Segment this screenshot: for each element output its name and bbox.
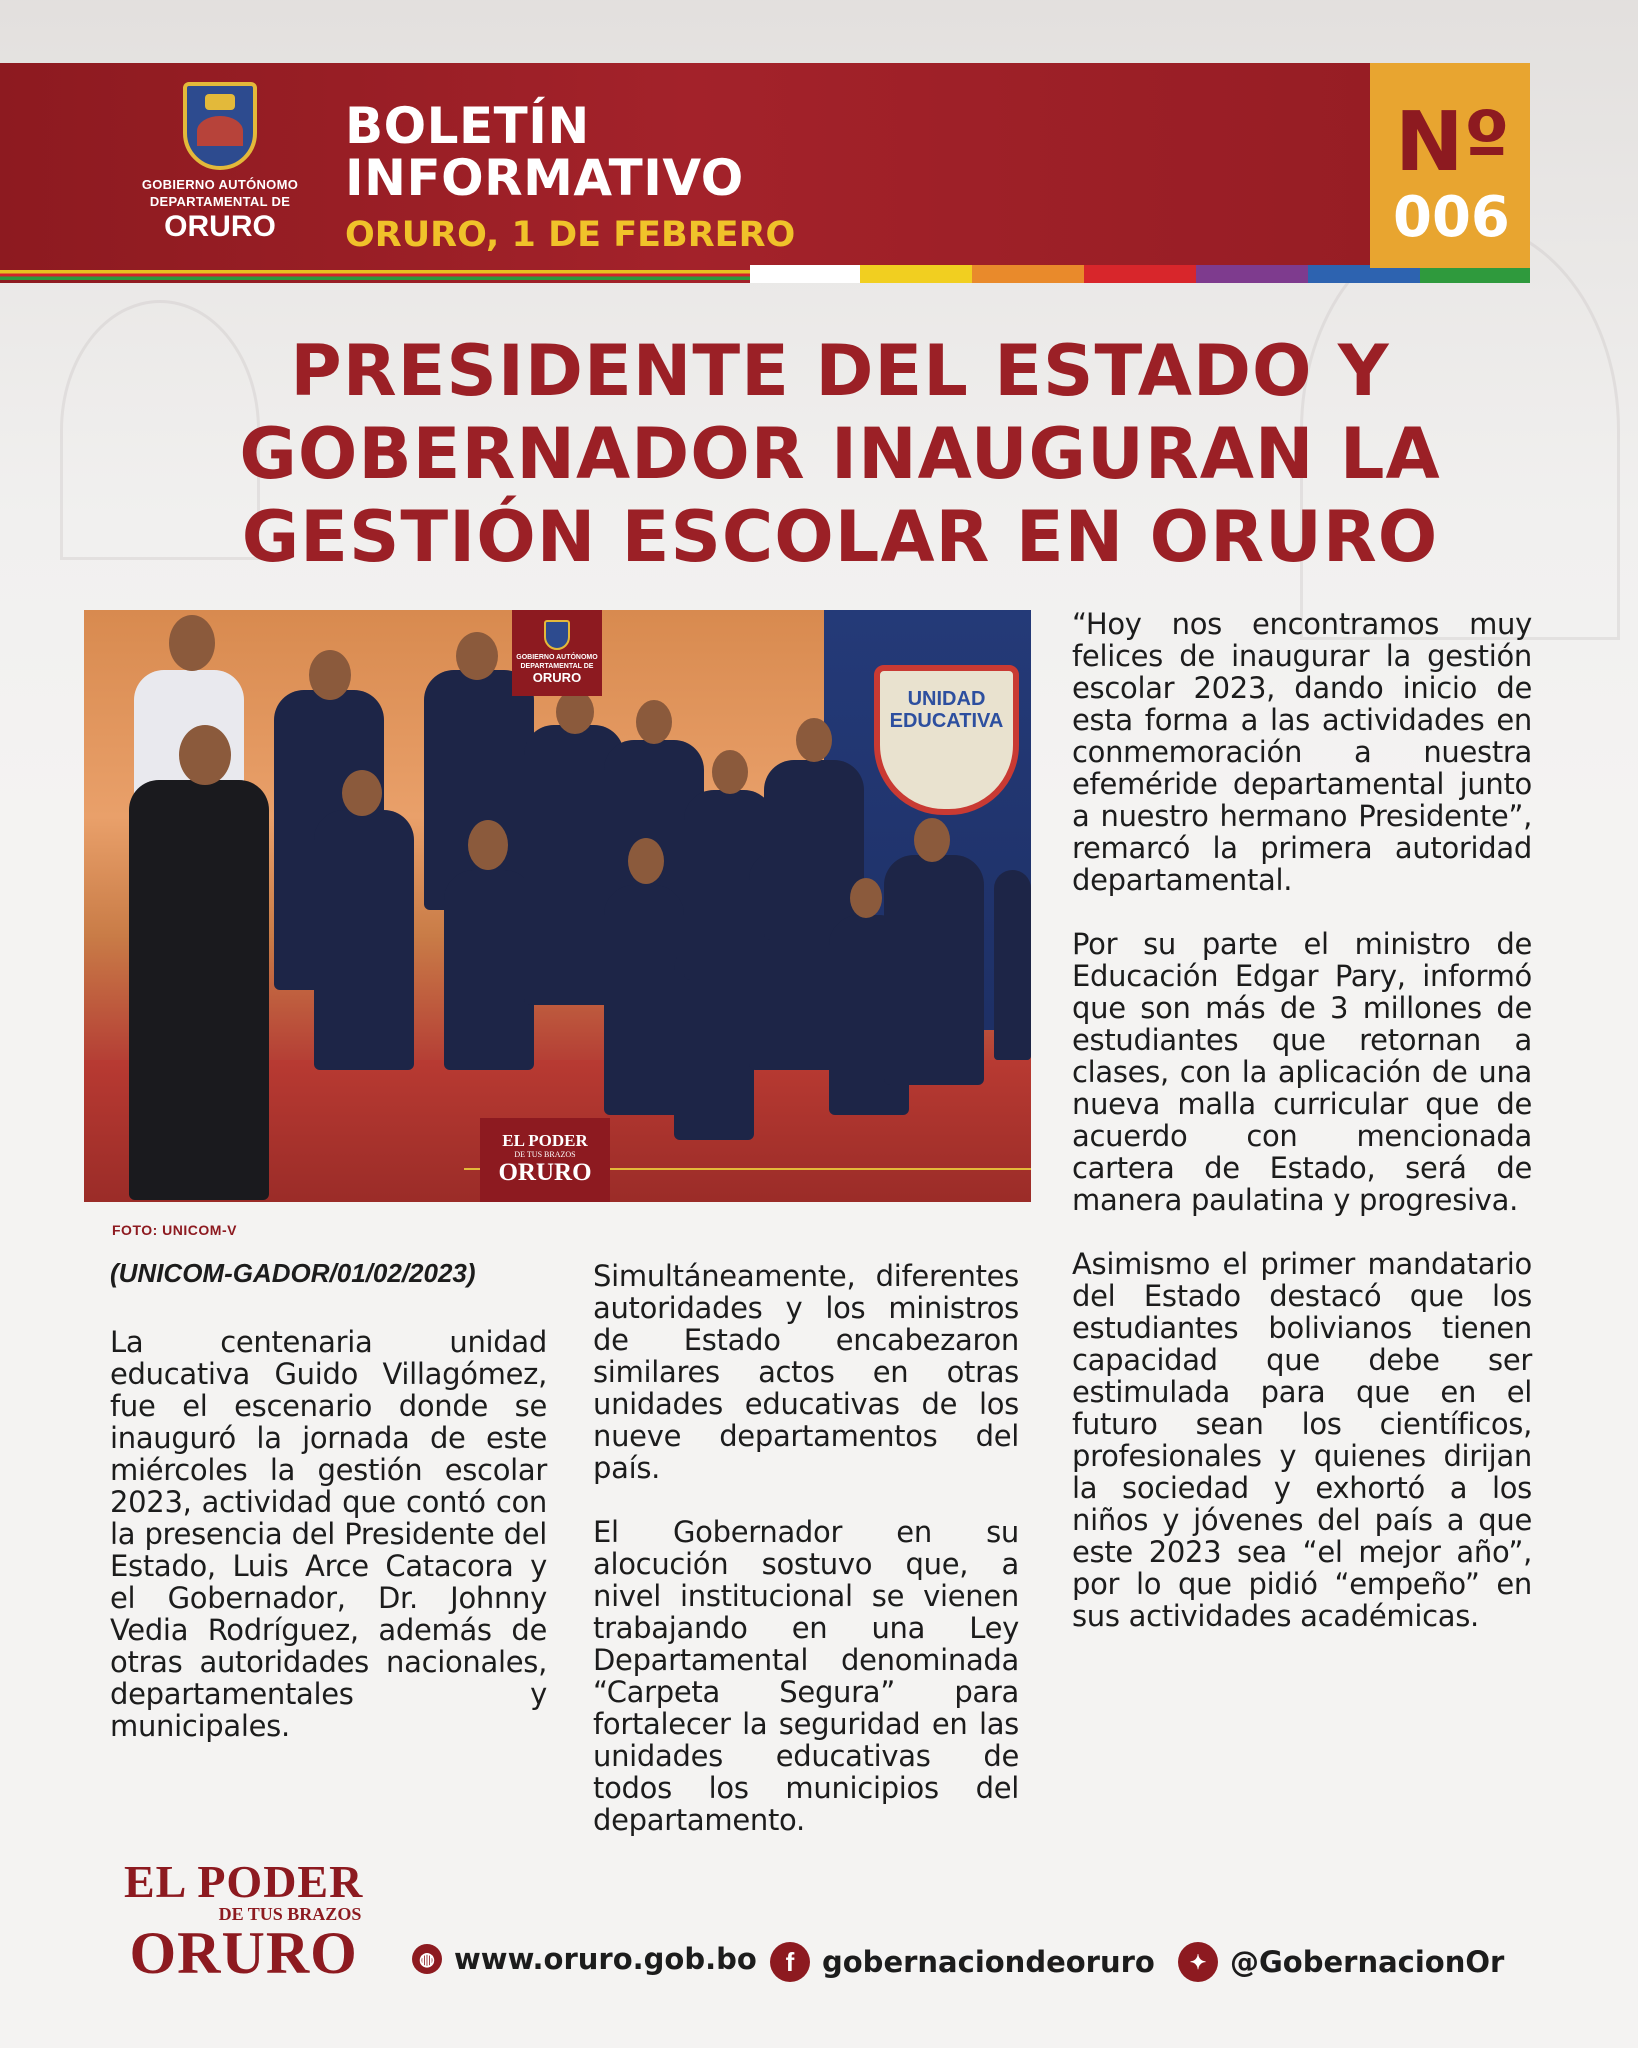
paragraph: El Gobernador en su alocución sostuvo que, a nivel institucional se vienen trabajando en una Ley Departamental denominada “Carpeta Segura” para fortalecer la seguridad en las unidades educativas de todos los municipios del departamento. — [593, 1515, 1019, 1837]
person — [314, 810, 414, 1070]
wiphala-bar — [972, 265, 1084, 283]
facebook-icon: f — [770, 1942, 810, 1982]
news-photo — [84, 610, 1031, 1202]
watermark-text: ORURO — [532, 670, 582, 685]
person-head — [342, 770, 382, 816]
slogan-text: DE TUS BRAZOS — [218, 1904, 362, 1924]
gobierno-watermark — [512, 610, 602, 696]
person — [764, 760, 864, 940]
headline-line: PRESIDENTE DEL ESTADO Y — [290, 330, 1390, 412]
headline-line: GESTIÓN ESCOLAR EN ORURO — [241, 496, 1439, 578]
paragraph: Simultáneamente, diferentes autoridades y los ministros de Estado encabezaron similares actos en otras unidades educativas de los nueve departamentos del país. — [593, 1259, 1019, 1485]
twitter-icon: ✦ — [1178, 1942, 1218, 1982]
website-link[interactable] — [412, 1942, 757, 1976]
coat-of-arms-icon — [544, 620, 570, 650]
person-head — [712, 750, 748, 794]
dateline: (UNICOM-GADOR/01/02/2023) — [110, 1258, 476, 1288]
twitter-link[interactable] — [1178, 1942, 1504, 1982]
logo-text: ORURO — [164, 210, 276, 243]
bulletin-title: INFORMATIVO — [345, 149, 744, 207]
person — [444, 870, 534, 1070]
watermark-text: GOBIERNO AUTÓNOMO — [516, 654, 598, 661]
logo-text: DEPARTAMENTAL DE — [149, 194, 291, 209]
coat-of-arms-icon — [183, 82, 257, 170]
issue-number: 006 — [1393, 185, 1510, 250]
paragraph: Asimismo el primer mandatario del Estado destacó que los estudiantes bolivianos tienen capacidad que debe ser estimulada para que en el futuro sean los científicos, profesionales y quienes dirijan la sociedad y exhortó a los niños y jóvenes del país a que este 2023 sea “el mejor año”, por lo que pidió “empeño” en sus actividades académicas. — [1072, 1247, 1532, 1633]
paragraph: “Hoy nos encontramos muy felices de inaugurar la gestión escolar 2023, dando inicio de esta forma a las actividades en conmemoración a nuestra efeméride departamental junto a nuestro hermano Presidente”, remarcó la primera autoridad departamental. — [1072, 607, 1532, 897]
person — [604, 885, 684, 1115]
person-head — [309, 650, 351, 700]
slogan-watermark — [480, 1118, 610, 1202]
slogan-text: EL PODER — [124, 1856, 364, 1907]
person — [994, 870, 1031, 1060]
school-badge-text: UNIDAD EDUCATIVA — [889, 688, 1004, 732]
website-text: www.oruro.gob.bo — [454, 1942, 757, 1976]
watermark-text: EL PODER — [502, 1131, 588, 1150]
person-head — [556, 690, 594, 734]
person-head — [179, 725, 231, 785]
footer-slogan-logo — [124, 1856, 364, 1986]
paragraph: La centenaria unidad educativa Guido Villagómez, fue el escenario donde se inauguró la jornada de este miércoles la gestión escolar 2023, actividad que contó con la presencia del Presidente del Estado, Luis Arce Catacora y el Gobernador, Dr. Johnny Vedia Rodríguez, además de otras autoridades nacionales, departamentales y municipales. — [110, 1325, 547, 1743]
issue-number-symbol: Nº — [1395, 95, 1510, 190]
watermark-text: DEPARTAMENTAL DE — [520, 663, 594, 670]
twitter-text: @GobernacionOr — [1230, 1945, 1505, 1979]
watermark-text: ORURO — [498, 1159, 592, 1186]
wiphala-bar — [1084, 265, 1196, 283]
person-head — [914, 818, 950, 862]
facebook-text: gobernaciondeoruro — [822, 1945, 1155, 1979]
person — [129, 780, 269, 1200]
person-head — [796, 718, 832, 762]
wiphala-bar — [1196, 265, 1308, 283]
bulletin-date: ORURO, 1 DE FEBRERO — [345, 215, 796, 255]
person-head — [456, 632, 498, 680]
flag-stripe — [0, 270, 750, 280]
headline-line: GOBERNADOR INAUGURAN LA — [239, 413, 1441, 495]
wiphala-bar — [750, 265, 860, 283]
gobierno-logo — [130, 82, 310, 244]
person-head — [636, 700, 672, 744]
article-column-1 — [110, 1326, 547, 1774]
person-head — [169, 615, 215, 671]
photo-credit: FOTO: UNICOM-V — [112, 1222, 237, 1238]
wiphala-bar — [860, 265, 972, 283]
bulletin-title: BOLETÍN — [345, 97, 590, 155]
article-column-3 — [1072, 608, 1532, 1664]
person — [884, 855, 984, 1085]
dribbble-icon: ◍ — [412, 1944, 442, 1974]
facebook-link[interactable] — [770, 1942, 1155, 1982]
article-column-2 — [593, 1260, 1019, 1868]
headline — [150, 330, 1530, 579]
logo-text: GOBIERNO AUTÓNOMO — [141, 177, 299, 192]
slogan-text: ORURO — [129, 1920, 358, 1986]
watermark-text: DE TUS BRAZOS — [514, 1150, 576, 1159]
person-head — [628, 838, 664, 884]
person-head — [850, 878, 882, 918]
person-head — [468, 820, 508, 870]
paragraph: Por su parte el ministro de Educación Edgar Pary, informó que son más de 3 millones de estudiantes que retornan a clases, con la aplicación de una nueva malla curricular que de acuerdo con mencionada cartera de Estado, será de manera paulatina y progresiva. — [1072, 927, 1532, 1217]
